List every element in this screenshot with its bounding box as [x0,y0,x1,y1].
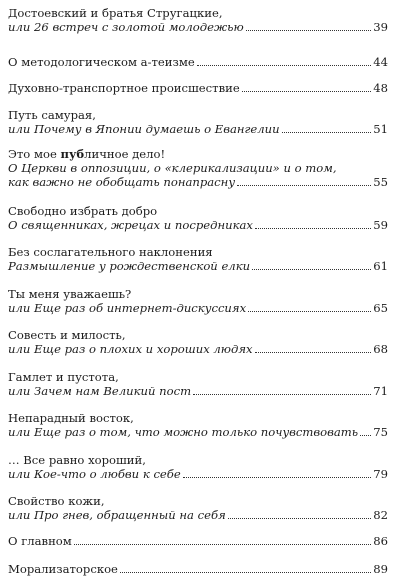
dot-leader [183,477,371,478]
toc-entry [8,6,388,34]
dot-leader [255,228,371,229]
toc-entry-line [8,508,388,522]
toc-entry-line [8,301,388,315]
toc-entry-subtitle: или Про гнев, обращенный на себя [8,508,226,522]
title-part: личное дело! [84,147,166,161]
toc-entry-subtitle: О священниках, жрецах и посредниках [8,218,253,232]
dot-leader [255,352,372,353]
toc-entry-page: 79 [373,467,388,481]
toc-entry-subtitle: О Церкви в оппозиции, о «клерикализации» и о том, [8,161,337,175]
toc-entry-page: 59 [373,218,388,232]
toc-entry-line [8,562,388,576]
dot-leader [74,544,371,545]
toc-entry [8,204,388,232]
toc-entry [8,370,388,398]
toc-entry-title: О методологическом а-теизме [8,55,195,69]
toc-entry-page: 65 [373,301,388,315]
toc-entry-title: Свободно избрать добро [8,204,158,218]
toc-entry-title: Морализаторское [8,562,118,576]
toc-entry-line [8,467,388,481]
toc-entry-title: Свойство кожи, [8,494,105,508]
toc-entry-subtitle: или Еще раз о плохих и хороших людях [8,342,253,356]
dot-leader [282,132,372,133]
toc-entry-line [8,534,388,548]
toc-entry [8,287,388,315]
toc-entry-subtitle: как важно не обобщать понапрасну [8,175,236,189]
toc-entry-title: Ты меня уважаешь? [8,287,132,301]
toc-entry-line [8,218,388,232]
toc-entry-line [8,122,388,136]
toc-entry-page: 75 [373,425,388,439]
toc-entry [8,245,388,273]
dot-leader [197,65,372,66]
toc-entry [8,453,388,481]
toc-entry [8,328,388,356]
toc-entry-page: 51 [373,122,388,136]
title-bold-part: пуб [60,147,85,161]
toc-entry-subtitle: или Зачем нам Великий пост [8,384,192,398]
toc-entry-title: Непарадный восток, [8,411,134,425]
toc-entry [8,108,388,136]
toc-entry-title: Без сослагательного наклонения [8,245,213,259]
toc-entry [8,534,388,548]
dot-leader [237,185,371,186]
dot-leader [120,572,371,573]
toc-entry-page: 39 [373,20,388,34]
toc-entry-line [8,55,388,69]
dot-leader [252,269,371,270]
toc-entry-page: 86 [373,534,388,548]
toc-entry-line [8,425,388,439]
dot-leader [228,518,371,519]
toc-entry-subtitle: или Почему в Японии думаешь о Евангелии [8,122,280,136]
toc-entry-line [8,81,388,95]
toc-entry-subtitle: или 26 встреч с золотой молодежью [8,20,244,34]
toc-entry-line [8,175,388,189]
toc-entry-page: 71 [373,384,388,398]
toc-entry-page: 61 [373,259,388,273]
toc-entry-line [8,384,388,398]
toc-entry-page: 55 [373,175,388,189]
toc-entry-title: Совесть и милость, [8,328,126,342]
toc-entry-title: … Все равно хороший, [8,453,146,467]
toc-entry-title: Гамлет и пустота, [8,370,119,384]
toc-entry [8,81,388,95]
toc-entry-line [8,20,388,34]
toc-entry-page: 89 [373,562,388,576]
toc-entry [8,55,388,69]
toc-entry-subtitle: или Еще раз об интернет-дискуссиях [8,301,247,315]
toc-entry [8,562,388,576]
toc-entry-page: 44 [373,55,388,69]
toc-entry-page: 68 [373,342,388,356]
toc-entry-subtitle: или Еще раз о том, что можно только почувствовать [8,425,359,439]
toc-entry-subtitle: Размышление у рождественской елки [8,259,251,273]
toc-entry-subtitle: или Кое-что о любви к себе [8,467,181,481]
title-part: Это мое [8,147,61,161]
toc-entry-line [8,259,388,273]
toc-entry [8,494,388,522]
toc-entry [8,411,388,439]
toc-entry-title: О главном [8,534,72,548]
dot-leader [242,91,372,92]
dot-leader [246,30,372,31]
dot-leader [248,311,371,312]
toc-entry-title: Духовно-транспортное происшествие [8,81,240,95]
toc-entry-title [8,147,388,161]
toc-entry-page: 48 [373,81,388,95]
dot-leader [360,435,371,436]
dot-leader [193,394,371,395]
toc-entry-title: Путь самурая, [8,108,96,122]
toc-entry-page: 82 [373,508,388,522]
toc-entry [8,147,388,189]
toc-entry-line [8,342,388,356]
toc-entry-title: Достоевский и братья Стругацкие, [8,6,223,20]
